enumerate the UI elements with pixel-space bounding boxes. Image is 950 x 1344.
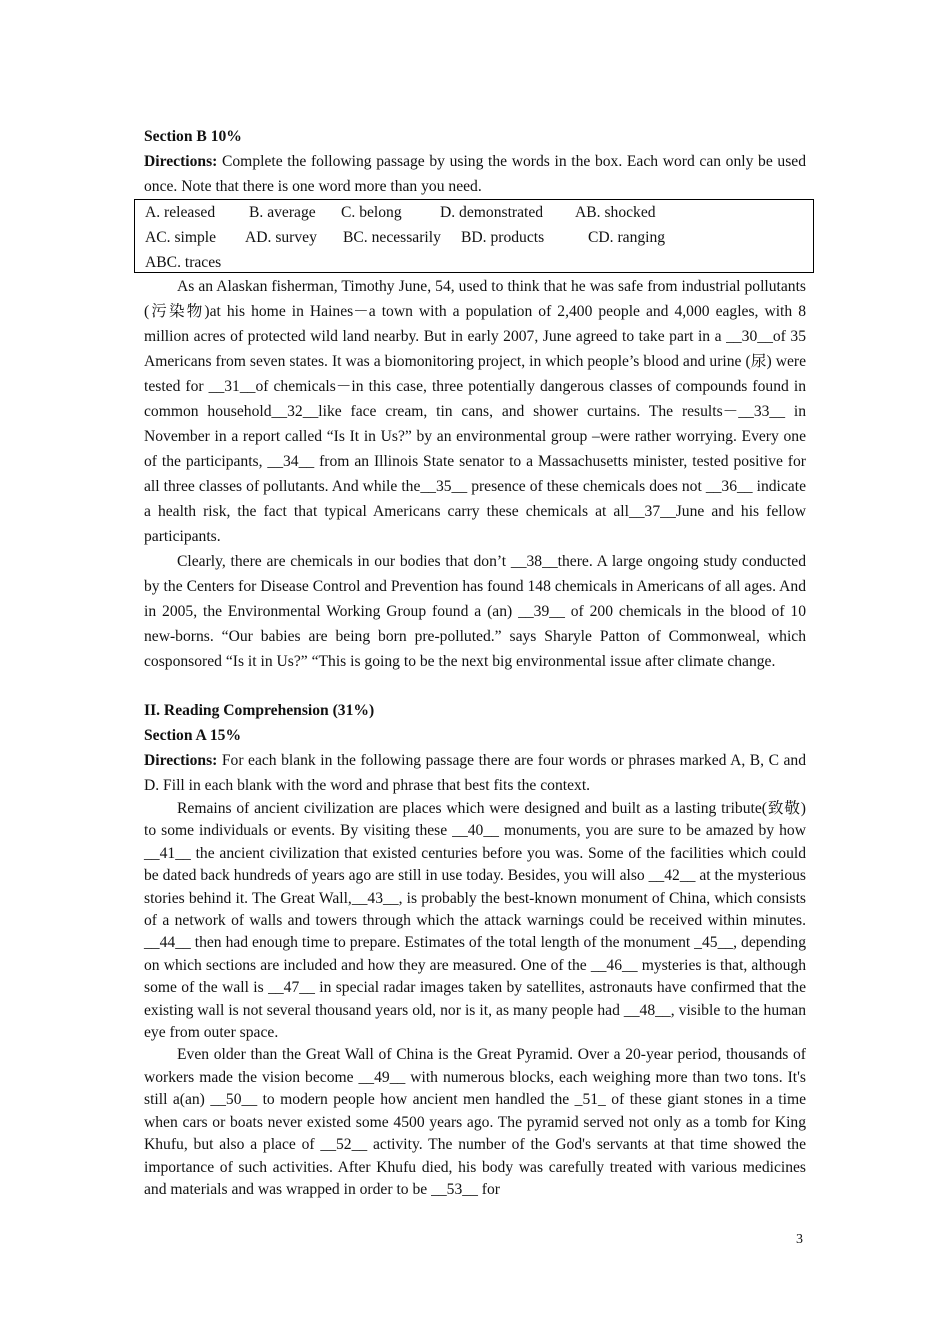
part-heading: II. Reading Comprehension (31%)	[144, 702, 375, 719]
word-option: D. demonstrated	[440, 204, 544, 221]
word-option: C. belong	[341, 204, 402, 221]
directions-text: Complete the following passage by using the words in the box. Each word can only be used once. Note that there is one word more than you need.	[144, 153, 806, 195]
word-box	[134, 199, 814, 273]
word-option: AD. survey	[245, 229, 317, 246]
section-b-heading: Section B 10%	[144, 128, 242, 145]
passage-paragraph: Even older than the Great Wall of China is the Great Pyramid. Over a 20-year period, thousands of workers made the vision become __49__ with numerous blocks, each weighing more than two tons. It's still a(an) __50__ to modern people how ancient men handled the _51_ of these giant stones in a time when cars or boats never existed some 4500 years ago. The pyramid served not only as a tomb for King Khufu, but also a place of __52__ activity. The number of the God's servants at that time showed the importance of such activities. After Khufu died, his body was carefully treated with various medicines and materials and was wrapped in order to be __53__ for	[144, 1046, 806, 1198]
word-option: B. average	[249, 204, 316, 221]
passage-paragraph: Clearly, there are chemicals in our bodies that don’t __38__there. A large ongoing study conducted by the Centers for Disease Control and Prevention has found 148 chemicals in Americans of all ages. And in 2005, the Environmental Working Group found a (an) __39__ of 200 chemicals in the blood of 10 new-borns. “Our babies are being born pre-polluted.” says Sharyle Patton of Commonweal, which cosponsored “Is it in Us?” “This is going to be the next big environmental issue after climate change.	[144, 553, 806, 670]
passage-section-b	[144, 274, 806, 674]
directions-label: Directions:	[144, 153, 218, 170]
word-option: A. released	[145, 204, 216, 221]
word-option: ABC. traces	[145, 254, 222, 271]
directions-text: For each blank in the following passage there are four words or phrases marked A, B, C and D. Fill in each blank with the word and phrase that best fits the context.	[144, 752, 806, 794]
word-option: AB. shocked	[575, 204, 656, 221]
reading-comprehension	[144, 698, 806, 1201]
directions-label: Directions:	[144, 752, 218, 769]
passage-paragraph: Remains of ancient civilization are places which were designed and built as a lasting tribute(致敬) to some individuals or events. By visiting these __40__ monuments, you are sure to be amazed by how __41__ the ancient civilization that existed centuries before you was. Some of the facilities which could be dated back hundreds of years ago are still in use today. Besides, you will also __42__ at the mysterious stories behind it. The Great Wall,__43__, is probably the best-known monument of China, which consists of a network of walls and towers through which the attack warnings could be received within minutes. __44__ then had enough time to prepare. Estimates of the total length of the monument _45__, depending on which sections are included and how they are measured. One of the __46__ mysteries is that, although some of the wall is __47__ in special radar images taken by satellites, astronauts have confirmed that the existing wall is not several thousand years old, nor is it, as many people had __48__, visible to the human eye from outer space.	[144, 800, 806, 1042]
word-option: CD. ranging	[588, 229, 666, 246]
word-option: AC. simple	[145, 229, 217, 246]
section-b-directions	[144, 149, 806, 199]
page-number: 3	[796, 1232, 803, 1247]
section-a-directions	[144, 748, 806, 798]
word-option: BD. products	[461, 229, 545, 246]
section-b	[144, 124, 806, 199]
passage-paragraph: As an Alaskan fisherman, Timothy June, 54, used to think that he was safe from industrial pollutants (污染物)at his home in Haines－a town with a population of 2,400 people and 4,000 eagles, with 8 million acres of protected wild land nearby. But in early 2007, June agreed to take part in a __30__of 35 Americans from seven states. It was a biomonitoring project, in which people’s blood and urine (尿) were tested for __31__of chemicals－in this case, three potentially dangerous classes of compounds found in common household__32__like face cream, tin cans, and shower curtains. The results－__33__ in November in a report called “Is It in Us?” by an environmental group –were rather worrying. Every one of the participants, __34__ from an Illinois State senator to a Massachusetts minister, tested positive for all three classes of pollutants. And while the__35__ presence of these chemicals does not __36__ indicate a health risk, the fact that typical Americans carry these chemicals at all__37__June and his fellow participants.	[144, 278, 806, 545]
word-option: BC. necessarily	[343, 229, 441, 246]
section-a-heading: Section A 15%	[144, 727, 242, 744]
